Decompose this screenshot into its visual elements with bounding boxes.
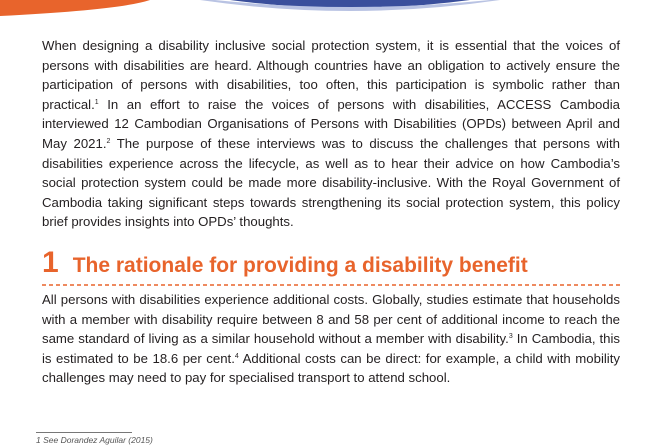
footnote-ref-2[interactable]: 2 xyxy=(106,137,111,145)
intro-text-2: In an effort to raise the voices of persons with disabilities, ACCESS Cambodia interviewed 12 Cambodian Organisations of Persons with Disabilities (OPDs) between April and May 2021. xyxy=(42,96,620,151)
footnote-1: 1 See Dorandez Aguilar (2015) xyxy=(36,435,153,445)
footnote-rule xyxy=(36,432,132,433)
dashed-divider xyxy=(42,284,620,286)
body-text-3: Additional costs can be direct: for example, a child with mobility challenges may need to pay for specialised transport to attend school. xyxy=(42,350,620,386)
body-text-1: All persons with disabilities experience additional costs. Globally, studies estimate that households with a member with disability require between 8 and 58 per cent of additional income to reach the same standard of living as a similar household without a member with disability. xyxy=(42,292,620,347)
section-heading xyxy=(42,246,642,280)
intro-paragraph xyxy=(42,36,620,232)
intro-text-3: The purpose of these interviews was to discuss the challenges that persons with disabilities experience across the lifecycle, as well as to hear their advice on how Cambodia’s social protection system could be made more disability-inclusive. With the Royal Government of Cambodia taking significant steps towards strengthening its social protection system, this policy brief provides insights into OPDs’ thoughts. xyxy=(42,135,620,230)
body-text-2: In Cambodia, this is estimated to be 18.6 per cent. xyxy=(42,331,620,366)
header-decoration xyxy=(0,0,660,22)
section-body-paragraph xyxy=(42,290,620,388)
intro-text-1: When designing a disability inclusive social protection system, it is essential that the voices of persons with disabilities are heard. Although countries have an obligation to actively ensure the participation of persons with disabilities, too often, this participation is symbolic rather than practical. xyxy=(42,38,620,112)
section-title: The rationale for providing a disability benefit xyxy=(72,254,528,277)
footnote-ref-4[interactable]: 4 xyxy=(234,352,239,360)
orange-swoosh xyxy=(0,0,150,16)
footnote-ref-1[interactable]: 1 xyxy=(94,98,99,106)
section-number: 1 xyxy=(42,246,59,279)
footnote-ref-3[interactable]: 3 xyxy=(508,333,513,341)
